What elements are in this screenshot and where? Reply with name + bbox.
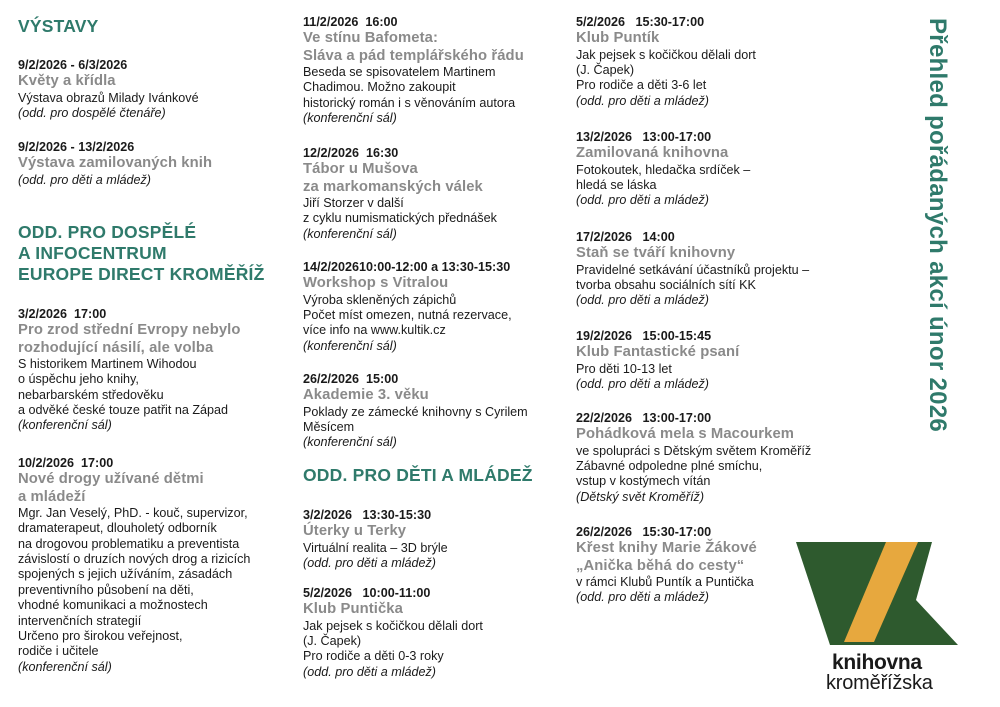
event-venue: (konferenční sál) <box>303 226 397 241</box>
logo-name: knihovna <box>832 651 922 674</box>
event-date: 14/2/202610:00-12:00 a 13:30-15:30 <box>303 260 511 274</box>
event-venue: (odd. pro děti a mládež) <box>18 172 152 187</box>
heading-odd-pro-dospele: ODD. PRO DOSPĚLÉ A INFOCENTRUM EUROPE DIRECT KROMĚŘÍŽ <box>18 222 265 284</box>
event-date: 26/2/2026 15:30-17:00 <box>576 525 712 539</box>
event-description: Virtuální realita – 3D brýle <box>303 540 448 555</box>
event-description: ve spolupráci s Dětským světem Kroměříž Zábavné odpoledne plné smíchu, vstup v kostýmech vítán <box>576 443 812 489</box>
event-date: 5/2/2026 15:30-17:00 <box>576 15 705 29</box>
event-stan-se-tvari <box>576 230 856 309</box>
event-zamilovana-knihovna <box>576 130 851 209</box>
event-klub-fantasticke-psani <box>576 329 851 392</box>
event-title: Květy a křídla <box>18 73 116 90</box>
vertical-page-title: Přehled pořádaných akcí únor 2026 <box>924 18 951 433</box>
logo-k-mark-icon <box>796 530 976 655</box>
event-venue: (odd. pro dospělé čtenáře) <box>18 106 166 121</box>
event-date: 10/2/2026 17:00 <box>18 456 114 470</box>
event-date: 3/2/2026 13:30-15:30 <box>303 508 432 522</box>
event-ve-stinu-bafometa <box>303 15 565 126</box>
event-venue: (konferenční sál) <box>18 659 112 674</box>
event-venue: (odd. pro děti a mládež) <box>576 590 710 605</box>
event-title: Klub Fantastické psaní <box>576 344 740 361</box>
event-date: 17/2/2026 14:00 <box>576 230 675 244</box>
event-description: Pro děti 10-13 let <box>576 361 672 376</box>
event-description: Jiří Storzer v další z cyklu numismatických přednášek <box>303 195 497 226</box>
event-workshop-vitrala <box>303 260 568 354</box>
event-venue: (odd. pro děti a mládež) <box>303 664 437 679</box>
event-title: Zamilovaná knihovna <box>576 145 729 162</box>
event-date: 3/2/2026 17:00 <box>18 307 107 321</box>
event-description: Mgr. Jan Veselý, PhD. - kouč, supervizor, dramaterapeut, dlouholetý odborník na drogovou problematiku a preventista závislostí o druzích nových drog a rizicích spojených s jejich užíváním, zásadách preventivního působení na děti, vhodné komunikaci a možnostech intervenčních strategií Určeno pro širokou veřejnost, rodiče i učitele <box>18 505 251 659</box>
event-date: 9/2/2026 - 6/3/2026 <box>18 58 128 72</box>
event-title: Pohádková mela s Macourkem <box>576 426 795 443</box>
event-date: 12/2/2026 16:30 <box>303 146 399 160</box>
event-description: Výroba skleněných zápichů Počet míst omezen, nutná rezervace, více info na www.kultik.cz <box>303 292 512 338</box>
event-nove-drogy <box>18 456 298 675</box>
event-venue: (odd. pro děti a mládež) <box>303 556 437 571</box>
event-akademie-3-veku <box>303 372 565 451</box>
event-description: Jak pejsek s kočičkou dělali dort (J. Čapek) Pro rodiče a děti 0-3 roky <box>303 618 483 664</box>
event-kvety-a-kridla <box>18 58 288 121</box>
event-title: Pro zrod střední Evropy nebylo rozhodující násilí, ale volba <box>18 322 241 356</box>
event-venue: (konferenční sál) <box>303 435 397 450</box>
event-title: Křest knihy Marie Žákové „Anička běhá do cesty“ <box>576 540 757 574</box>
event-vystava-zamilovanych-knih <box>18 140 288 188</box>
event-klub-punticka <box>303 586 565 680</box>
event-venue: (konferenční sál) <box>303 338 397 353</box>
heading-vystavy: VÝSTAVY <box>18 16 99 36</box>
event-title: Akademie 3. věku <box>303 387 429 404</box>
event-title: Staň se tváří knihovny <box>576 245 736 262</box>
event-venue: (Dětský svět Kroměříž) <box>576 489 705 504</box>
event-description: S historikem Martinem Wihodou o úspěchu jeho knihy, nebarbarském středověku a odvěké české touze patřit na Západ <box>18 356 229 418</box>
event-description: Výstava obrazů Milady Ivánkové <box>18 90 199 105</box>
event-description: Fotokoutek, hledačka srdíček – hledá se láska <box>576 162 751 193</box>
event-description: Pravidelné setkávání účastníků projektu – tvorba obsahu sociálních sítí KK <box>576 262 810 293</box>
event-description: v rámci Klubů Puntík a Puntička <box>576 574 754 589</box>
event-date: 5/2/2026 10:00-11:00 <box>303 586 431 600</box>
event-title: Úterky u Terky <box>303 523 407 540</box>
event-pohadkova-mela <box>576 411 856 505</box>
event-venue: (konferenční sál) <box>18 418 112 433</box>
event-description: Jak pejsek s kočičkou dělali dort (J. Čapek) Pro rodiče a děti 3-6 let <box>576 47 756 93</box>
event-venue: (odd. pro děti a mládež) <box>576 93 710 108</box>
event-tabor-u-musova <box>303 146 565 242</box>
event-date: 11/2/2026 16:00 <box>303 15 398 29</box>
event-date: 22/2/2026 13:00-17:00 <box>576 411 712 425</box>
event-venue: (konferenční sál) <box>303 111 397 126</box>
event-title: Workshop s Vitralou <box>303 275 449 292</box>
event-date: 26/2/2026 15:00 <box>303 372 399 386</box>
event-title: Klub Puntík <box>576 30 660 47</box>
event-uterky-u-terky <box>303 508 565 571</box>
library-logo <box>796 530 976 694</box>
logo-subtitle: kroměřížska <box>826 672 933 694</box>
event-description: Beseda se spisovatelem Martinem Chadimou. Možno zakoupit historický román i s věnováním autora <box>303 64 516 110</box>
event-venue: (odd. pro děti a mládež) <box>576 377 710 392</box>
event-venue: (odd. pro děti a mládež) <box>576 293 710 308</box>
event-description: Poklady ze zámecké knihovny s Cyrilem Měsícem <box>303 404 528 435</box>
event-title: Nové drogy užívané dětmi a mládeží <box>18 471 204 505</box>
event-date: 9/2/2026 - 13/2/2026 <box>18 140 135 154</box>
event-title: Klub Puntička <box>303 601 403 618</box>
event-date: 13/2/2026 13:00-17:00 <box>576 130 712 144</box>
event-venue: (odd. pro děti a mládež) <box>576 193 710 208</box>
event-title: Tábor u Mušova za markomanských válek <box>303 161 483 195</box>
event-title: Ve stínu Bafometa: Sláva a pád templářského řádu <box>303 30 524 64</box>
event-zrod-stredni-evropy <box>18 307 293 434</box>
event-klub-puntik <box>576 15 851 109</box>
event-date: 19/2/2026 15:00-15:45 <box>576 329 712 343</box>
event-title: Výstava zamilovaných knih <box>18 155 213 172</box>
heading-odd-pro-deti: ODD. PRO DĚTI A MLÁDEŽ <box>303 465 533 485</box>
